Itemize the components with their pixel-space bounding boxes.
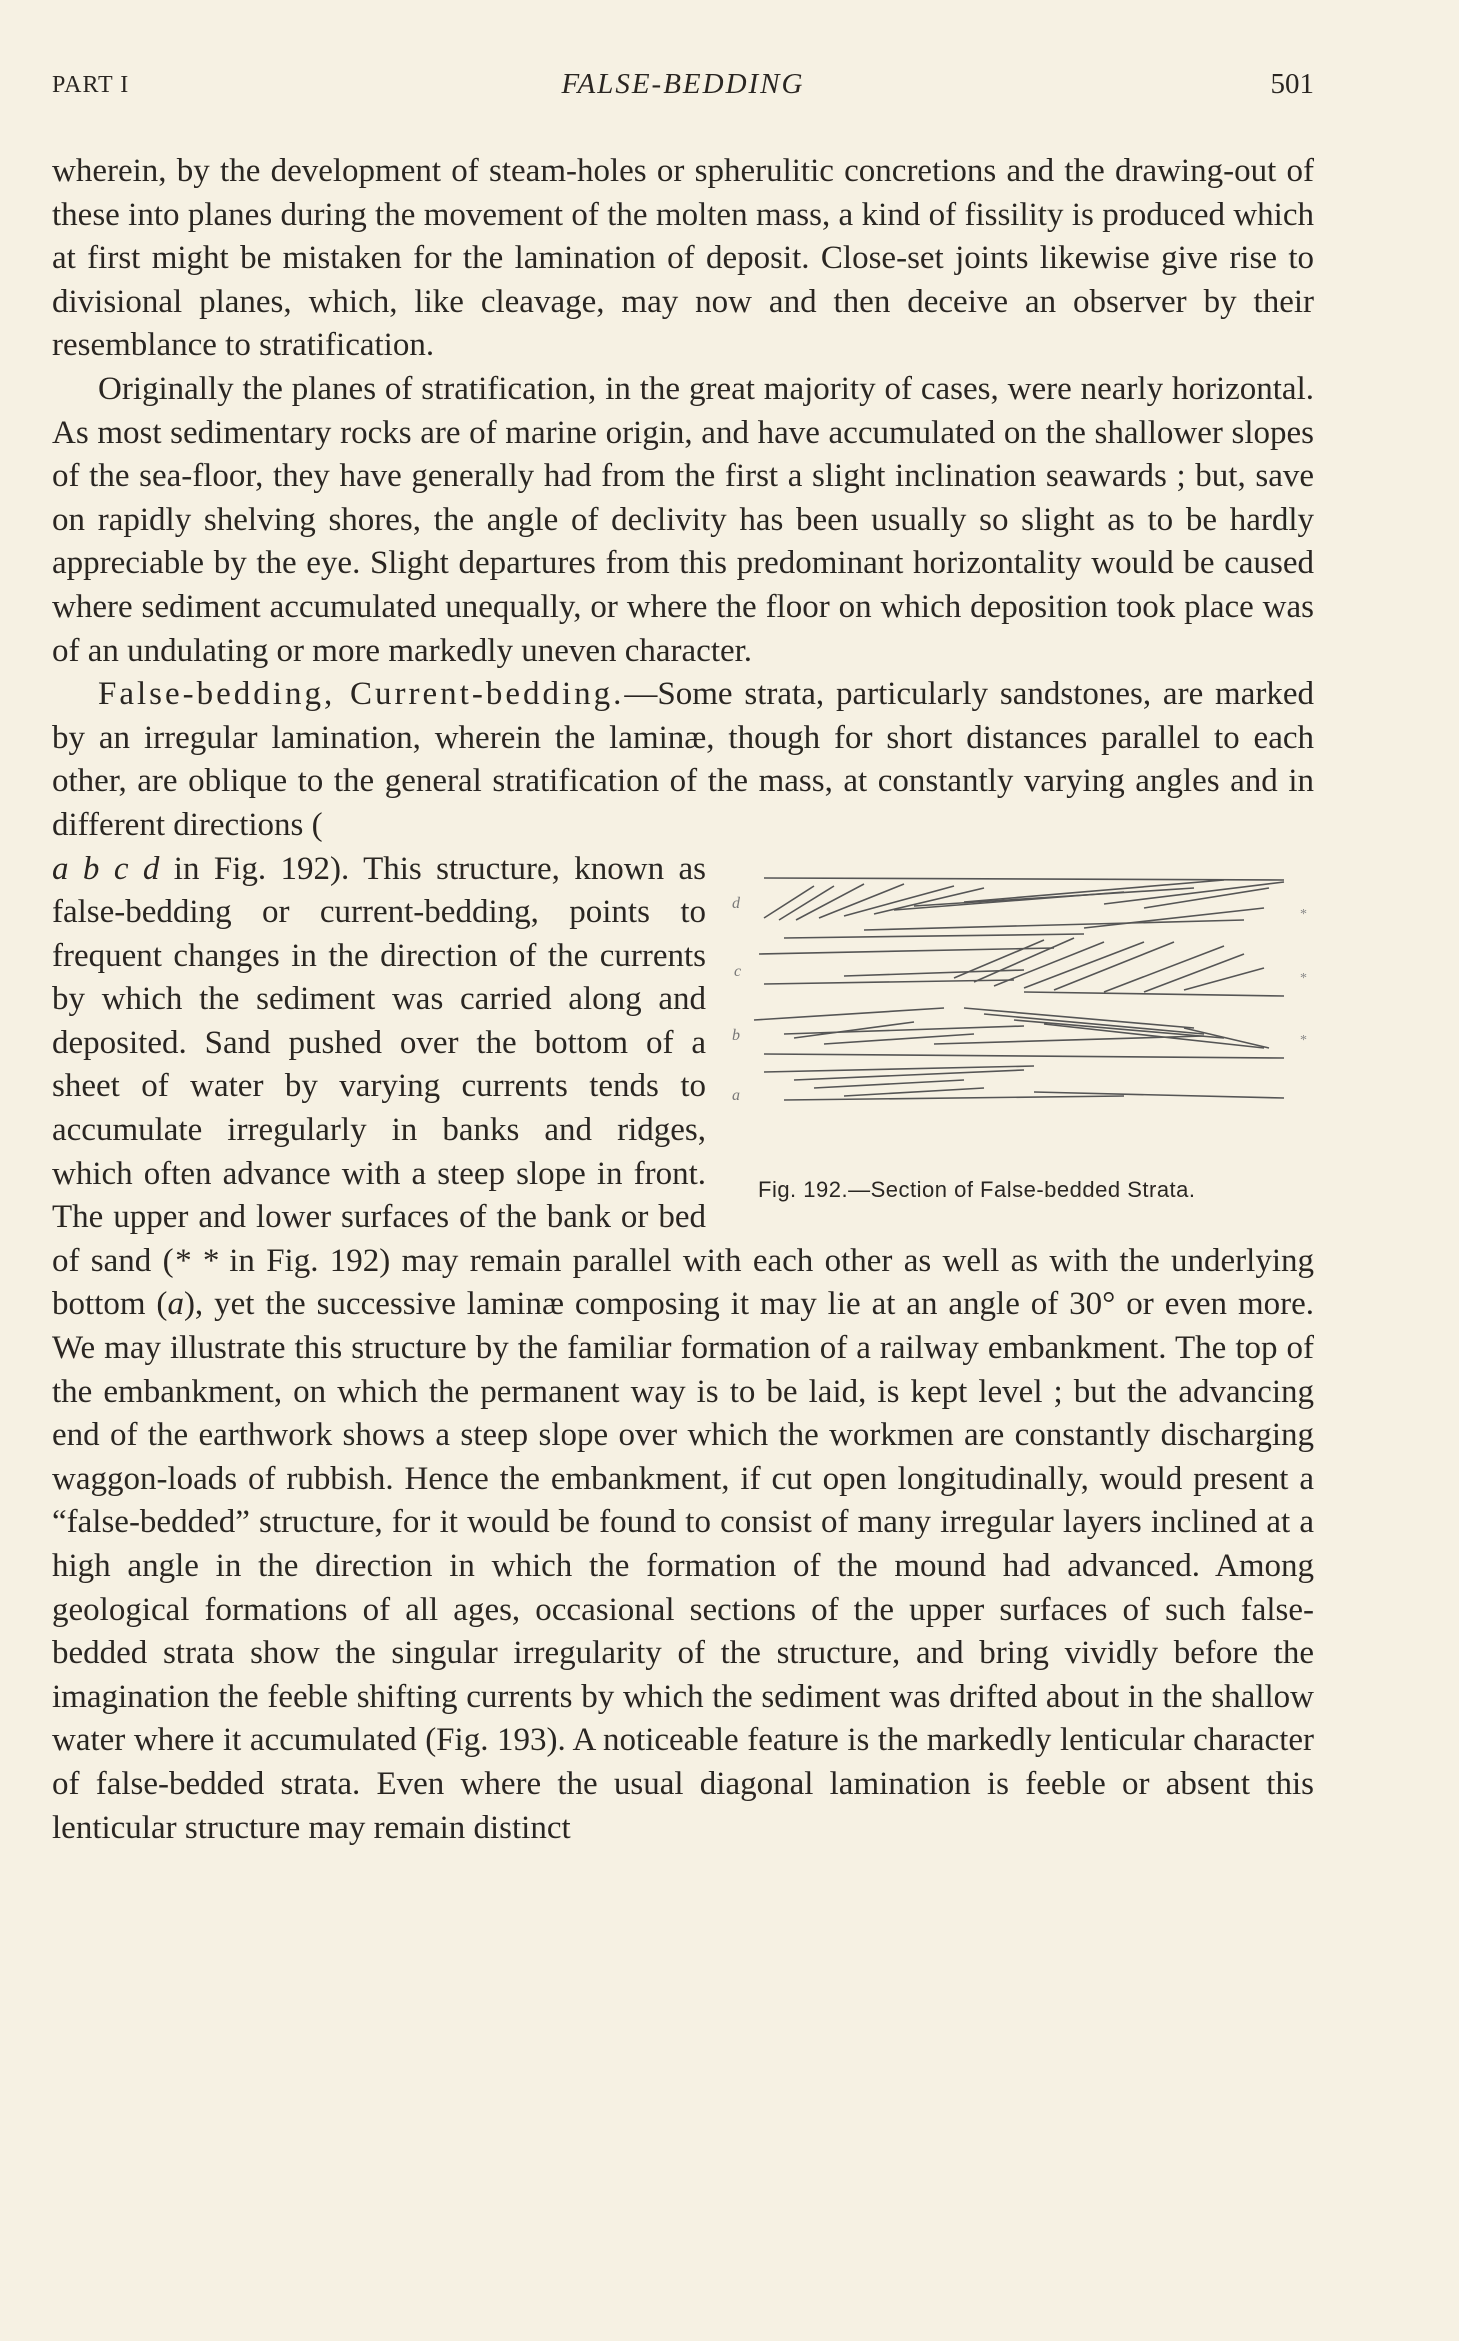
false-bedding-diagram (724, 858, 1314, 1158)
letter-a-reference: a (167, 1286, 184, 1323)
paragraph-2: Originally the planes of stratification, in the great majority of cases, were nearly horizontal. As most sedimentary rocks are of marine origin, and have accumulated on the shallower slopes of the sea-floor, they have generally had from the first a slight inclination seawards ; but, save on rapidly shelving shores, the angle of declivity has been usually so slight as to be hardly appreciable by the eye. Slight departures from this predominant horizontality would be caused where sediment accumulated unequally, or where the floor on which deposition took place was of an undulating or more markedly uneven character. (52, 370, 1314, 669)
figure-letters: a b c d (52, 850, 160, 887)
strata-lines (754, 878, 1284, 1100)
label-a: a (732, 1086, 740, 1104)
body-text (52, 150, 1314, 1850)
part-label: PART I (52, 72, 130, 98)
label-b: b (732, 1026, 740, 1044)
star-mark-1: * (1300, 906, 1307, 922)
star-mark-2: * (1300, 970, 1307, 986)
chapter-title: FALSE-BEDDING (561, 68, 805, 100)
running-head (52, 68, 1314, 108)
star-reference: * * (173, 1242, 218, 1279)
label-c: c (734, 962, 742, 980)
star-mark-3: * (1300, 1032, 1307, 1048)
figure-192 (724, 858, 1314, 1211)
paragraph-3-text-d: ), yet the successive laminæ composing it may lie at an angle of 30° or even more. We may illustrate this structure by the familiar formation of a railway embankment. The top of the embankment, on which the permanent way is to be laid, is kept level ; but the advancing end of the earthwork shows a steep slope over which the workmen are constantly discharging waggon-loads of rubbish. Hence the embankment, if cut open longitudinally, would present a “false-bedded” structure, for it would be found to consist of many irregular layers inclined at a high angle in the direction in which the formation of the mound had advanced. Among geological formations of all ages, occasional sections of the upper surfaces of such false-bedded strata show the singular irregularity of the structure, and bring vividly before the imagination the feeble shifting currents by which the sediment was drifted about in the shallow water where it accumulated (Fig. 193). A noticeable feature is the markedly lenticular character of false-bedded strata. Even where the usual diagonal lamination is feeble or absent this lenticular structure may remain distinct (52, 1286, 1315, 1846)
paragraph-3-text-a: —Some strata, particularly sandstones, are marked by an irregular lamination, wherein the laminæ, though for short distances parallel to each other, are oblique to the general stratification of the mass, at constantly varying angles and in different directions ( (52, 676, 1314, 843)
paragraph-3-text-c: in Fig. 192) may remain parallel with each other as well as with the underlying bottom ( (52, 1242, 1315, 1323)
figure-caption: Fig. 192.—Section of False-bedded Strata. (758, 1176, 1196, 1202)
paragraph-1: wherein, by the development of steam-holes or spherulitic concretions and the drawing-out of these into planes during the movement of the molten mass, a kind of fissility is produced which at first might be mistaken for the lamination of deposit. Close-set joints likewise give rise to divisional planes, which, like cleavage, may now and then deceive an observer by their resemblance to stratification. (52, 153, 1314, 364)
section-heading: False-bedding, Current-bedding. (98, 676, 625, 713)
label-d: d (732, 894, 740, 912)
page-number: 501 (1270, 68, 1314, 100)
paragraph-3-text-b: in Fig. 192). This structure, known as false-bedding or current-bedding, points to frequent changes in the direction of the currents by which the sediment was carried along and deposited. Sand pushed over the bottom of a sheet of water by varying currents tends to accumulate irregularly in banks and ridges, which often advance with a steep slope in front. The upper and lower surfaces of the bank or bed of sand ( (52, 850, 706, 1279)
paragraph-3 (52, 673, 1314, 847)
